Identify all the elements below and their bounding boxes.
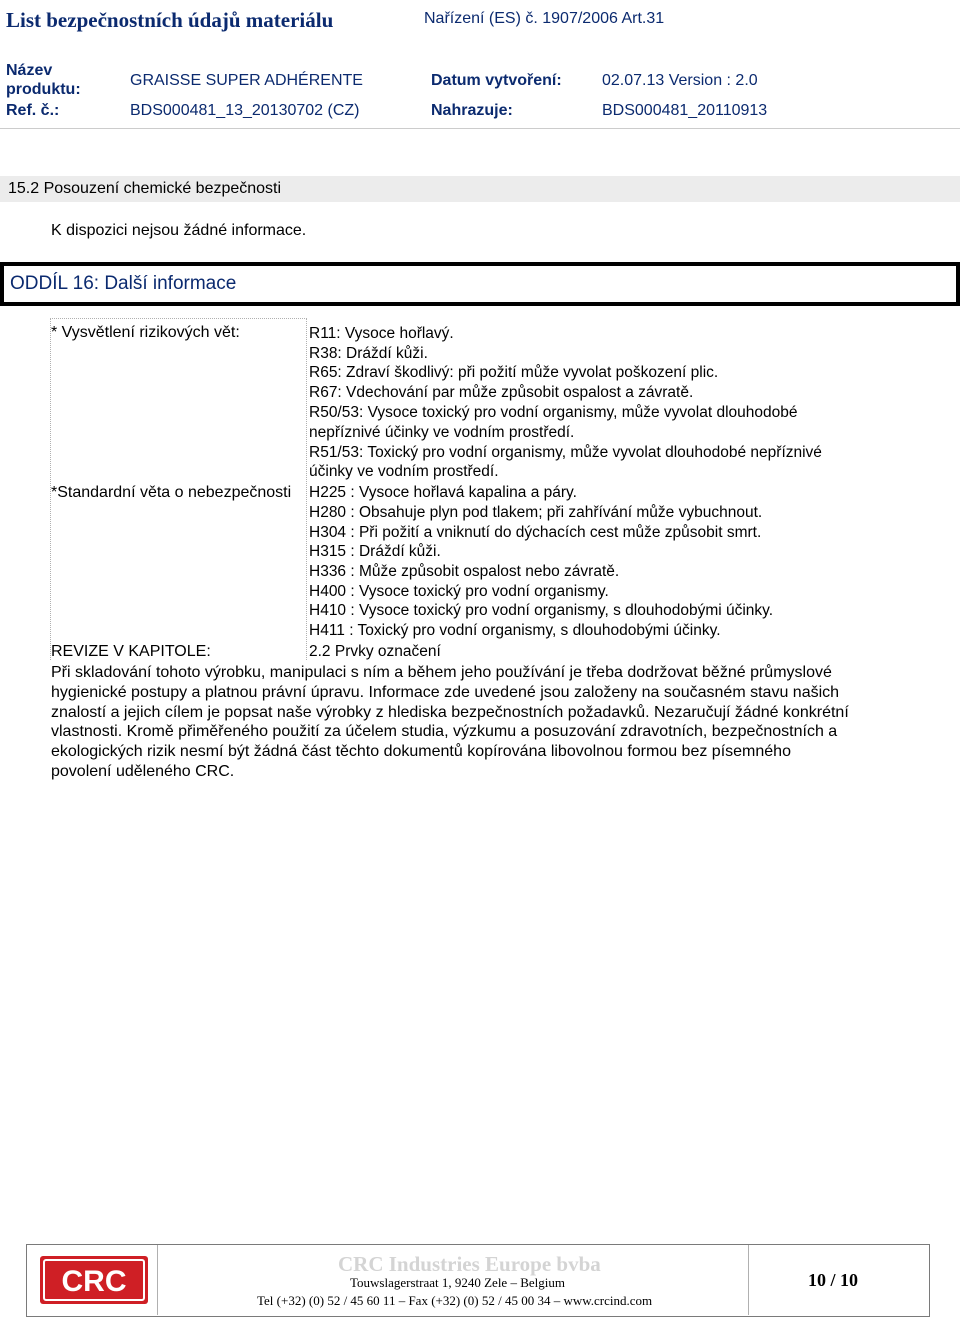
replaces-label: Nahrazuje: xyxy=(431,102,513,119)
crc-logo-icon xyxy=(40,1256,148,1304)
disclaimer-line: znalostí a jejich cílem je popsat naše výrobky z hlediska bezpečnostních požadavků. Nezaručují žádné konkrétní xyxy=(51,704,849,721)
ref-number-value: BDS000481_13_20130702 (CZ) xyxy=(130,102,360,119)
h-statement-line: H336 : Může způsobit ospalost nebo závratě. xyxy=(309,563,620,580)
crc-logo-text: CRC xyxy=(61,1265,127,1298)
r-phrases-label: * Vysvětlení rizikových vět: xyxy=(51,324,240,341)
section-15-2-text: K dispozici nejsou žádné informace. xyxy=(51,222,307,239)
h-statements-label: *Standardní věta o nebezpečnosti xyxy=(51,484,292,501)
company-address: Touwslagerstraat 1, 9240 Zele – Belgium xyxy=(350,1275,565,1290)
created-date-value: 02.07.13 Version : 2.0 xyxy=(602,72,758,89)
r-phrase-line: nepříznivé účinky ve vodním prostředí. xyxy=(309,424,575,441)
disclaimer-line: Při skladování tohoto výrobku, manipulaci s ním a během jeho používání je třeba dodržovat běžné průmyslové xyxy=(51,664,832,681)
document-title: List bezpečnostních údajů materiálu xyxy=(6,8,334,32)
h-statement-line: H400 : Vysoce toxický pro vodní organismy. xyxy=(309,583,609,600)
ref-number-label: Ref. č.: xyxy=(6,102,60,119)
footer-divider xyxy=(748,1245,749,1315)
r-phrase-line: R38: Dráždí kůži. xyxy=(309,345,428,362)
r-phrase-line: R65: Zdraví škodlivý: při požití může vyvolat poškození plic. xyxy=(309,364,719,381)
disclaimer-line: hygienické postupy a platnou právní úpravu. Informace zde uvedené jsou založeny na současném stavu našich xyxy=(51,684,840,701)
page-number: 10 / 10 xyxy=(808,1270,859,1290)
regulation-reference: Nařízení (ES) č. 1907/2006 Art.31 xyxy=(424,10,665,27)
disclaimer-line: ekologických rizik nesmí být žádná část těchto dokumentů kopírována libovolnou formou bez písemného xyxy=(51,743,791,760)
company-contact: Tel (+32) (0) 52 / 45 60 11 – Fax (+32) (0) 52 / 45 00 34 – www.crcind.com xyxy=(257,1293,653,1308)
revision-value: 2.2 Prvky označení xyxy=(309,643,441,660)
company-name: CRC Industries Europe bvba xyxy=(338,1252,601,1276)
section-16-title: ODDÍL 16: Další informace xyxy=(10,273,237,294)
r-phrase-line: účinky ve vodním prostředí. xyxy=(309,463,499,480)
created-date-label: Datum vytvoření: xyxy=(431,72,562,89)
section-15-2-title: 15.2 Posouzení chemické bezpečnosti xyxy=(8,180,282,197)
r-phrase-line: R51/53: Toxický pro vodní organismy, může vyvolat dlouhodobé nepříznivé xyxy=(309,444,822,461)
h-statement-line: H304 : Při požití a vniknutí do dýchacích cest může způsobit smrt. xyxy=(309,524,762,541)
h-statement-line: H225 : Vysoce hořlavá kapalina a páry. xyxy=(309,484,577,501)
h-statement-line: H280 : Obsahuje plyn pod tlakem; při zahřívání může vybuchnout. xyxy=(309,504,763,521)
product-name-label-line1: Název xyxy=(6,62,53,79)
disclaimer-line: vlastnosti. Kromě přiměřeného použití za účelem studia, výzkumu a posuzování zdravotních, bezpečnostních a xyxy=(51,723,838,740)
h-statement-line: H315 : Dráždí kůži. xyxy=(309,543,441,560)
h-statement-line: H410 : Vysoce toxický pro vodní organismy, s dlouhodobými účinky. xyxy=(309,602,774,619)
header-divider xyxy=(0,128,960,129)
h-statement-line: H411 : Toxický pro vodní organismy, s dlouhodobými účinky. xyxy=(309,622,721,639)
replaces-value: BDS000481_20110913 xyxy=(602,102,768,119)
disclaimer-line: povolení uděleného CRC. xyxy=(51,763,235,780)
r-phrase-line: R50/53: Vysoce toxický pro vodní organismy, může vyvolat dlouhodobé xyxy=(309,404,798,421)
product-name-value: GRAISSE SUPER ADHÉRENTE xyxy=(130,72,363,89)
r-phrase-line: R67: Vdechování par může způsobit ospalost a závratě. xyxy=(309,384,694,401)
footer-divider xyxy=(157,1245,158,1315)
revision-label: REVIZE V KAPITOLE: xyxy=(51,643,211,660)
r-phrase-line: R11: Vysoce hořlavý. xyxy=(309,325,454,342)
product-name-label-line2: produktu: xyxy=(6,81,81,98)
